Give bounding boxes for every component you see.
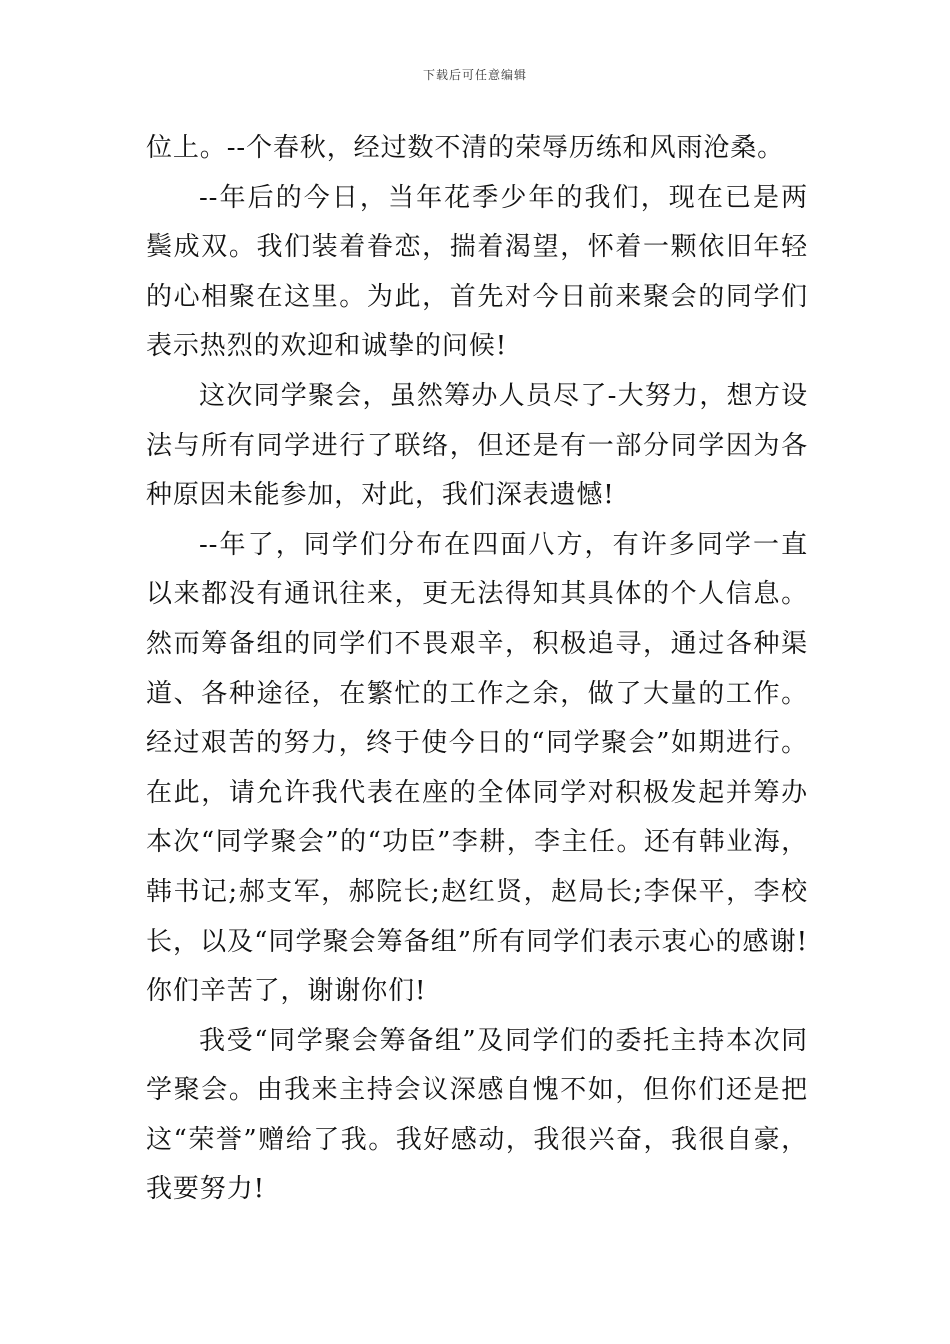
paragraph-host-remarks: 我受“同学聚会筹备组”及同学们的委托主持本次同学聚会。由我来主持会议深感自愧不如，但你们还是把这“荣誉”赠给了我。我好感动，我很兴奋，我很自豪，我要努力! [146,1025,808,1205]
header-note: 下载后可任意编辑 [422,68,527,82]
paragraph-continuation: 位上。--个春秋，经过数不清的荣辱历练和风雨沧桑。 [146,133,785,163]
paragraph-thanks-organizers: --年了，同学们分布在四面八方，有许多同学一直以来都没有通讯往来，更无法得知其具体的个人信息。然而筹备组的同学们不畏艰辛，积极追寻，通过各种渠道、各种途径，在繁忙的工作之余，做了大量的工作。经过艰苦的努力，终于使今日的“同学聚会”如期进行。在此，请允许我代表在座的全体同学对积极发起并筹办本次“同学聚会”的“功臣”李耕，李主任。还有韩业海，韩书记;郝支军，郝院长;赵红贤，赵局长;李保平，李校长，以及“同学聚会筹备组”所有同学们表示衷心的感谢!你们辛苦了，谢谢你们! [146,529,808,1007]
document-body [146,124,808,1215]
paragraph-regret-absence: 这次同学聚会，虽然筹办人员尽了-大努力，想方设法与所有同学进行了联络，但还是有一部分同学因为各种原因未能参加，对此，我们深表遗憾! [146,380,808,511]
paragraph-reunion-welcome: --年后的今日，当年花季少年的我们，现在已是两鬓成双。我们装着眷恋，揣着渴望，怀着一颗依旧年轻的心相聚在这里。为此，首先对今日前来聚会的同学们表示热烈的欢迎和诚挚的问候! [146,182,808,362]
